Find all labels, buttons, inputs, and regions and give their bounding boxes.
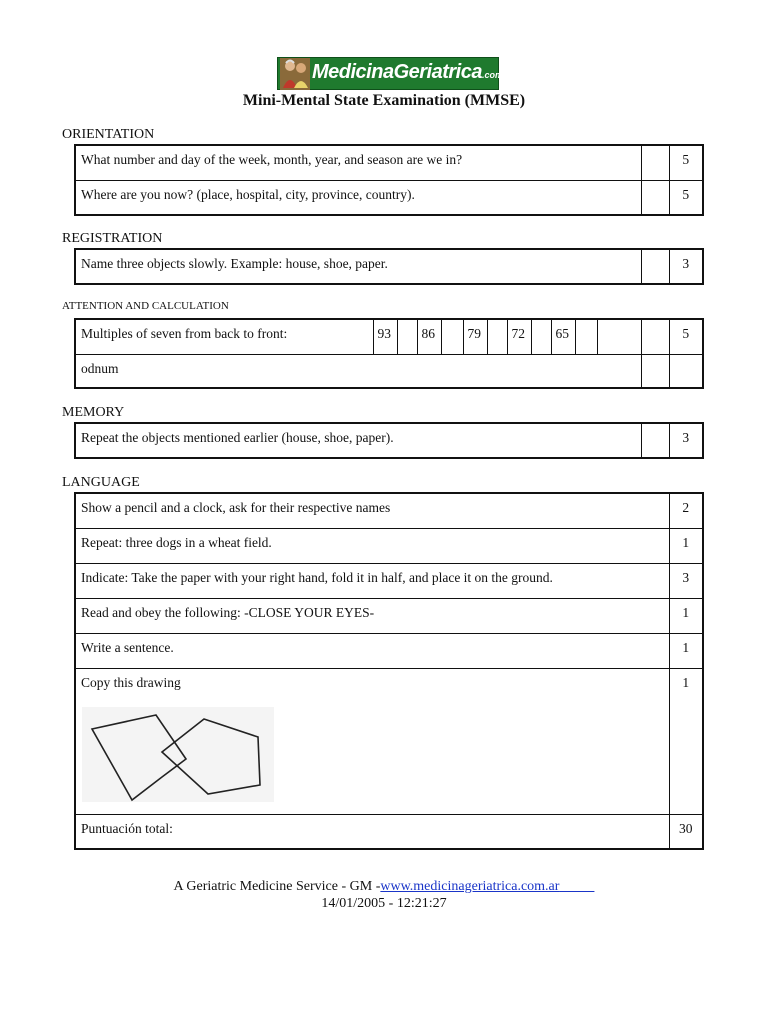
copy-drawing-cell — [75, 668, 669, 814]
page-title: Mini-Mental State Examination (MMSE) — [242, 92, 526, 109]
max-score: 2 — [669, 493, 703, 528]
table-row — [75, 145, 703, 180]
answer-cell[interactable] — [641, 249, 669, 284]
multiple-value: 79 — [463, 319, 487, 354]
answer-cell[interactable] — [641, 319, 669, 354]
section-heading-orientation: ORIENTATION — [62, 127, 155, 142]
answer-cell[interactable] — [641, 180, 669, 215]
max-score: 5 — [669, 180, 703, 215]
question-text: Show a pencil and a clock, ask for their respective names — [75, 493, 669, 528]
max-score: 5 — [669, 145, 703, 180]
memory-table — [74, 422, 704, 459]
footer-timestamp: 14/01/2005 - 12:21:27 — [321, 896, 447, 911]
section-heading-registration: REGISTRATION — [62, 231, 163, 246]
table-row — [75, 598, 703, 633]
total-score: 30 — [669, 814, 703, 849]
answer-cell[interactable] — [669, 354, 703, 388]
website-link[interactable]: www.medicinageriatrica.com.ar — [380, 879, 560, 894]
section-heading-attention: ATTENTION AND CALCULATION — [62, 300, 229, 312]
footer-prefix: A Geriatric Medicine Service - GM - — [173, 879, 381, 894]
max-score: 1 — [669, 598, 703, 633]
language-table — [74, 492, 704, 850]
question-text: Repeat the objects mentioned earlier (house, shoe, paper). — [75, 423, 641, 458]
logo-wordmark: MedicinaGeriatrica.com.ar — [312, 61, 514, 83]
intersecting-pentagons-drawing — [82, 707, 274, 802]
max-score: 3 — [669, 563, 703, 598]
multiples-label: Multiples of seven from back to front: — [75, 319, 373, 354]
question-text: Repeat: three dogs in a wheat field. — [75, 528, 669, 563]
answer-cell[interactable] — [531, 319, 551, 354]
question-text: Read and obey the following: -CLOSE YOUR EYES- — [75, 598, 669, 633]
multiple-value: 65 — [551, 319, 575, 354]
elderly-couple-icon — [280, 54, 310, 90]
max-score: 3 — [669, 249, 703, 284]
registration-table — [74, 248, 704, 285]
answer-cell[interactable] — [597, 319, 641, 354]
footer-credit — [0, 878, 768, 895]
table-row — [75, 249, 703, 284]
max-score: 5 — [669, 319, 703, 354]
website-link-underline[interactable] — [559, 879, 594, 894]
question-text: Indicate: Take the paper with your right hand, fold it in half, and place it on the ground. — [75, 563, 669, 598]
max-score: 1 — [669, 528, 703, 563]
answer-cell[interactable] — [641, 423, 669, 458]
multiple-value: 93 — [373, 319, 397, 354]
answer-cell[interactable] — [641, 354, 669, 388]
attention-table — [74, 318, 704, 389]
table-row — [75, 319, 703, 354]
question-text: What number and day of the week, month, year, and season are we in? — [75, 145, 641, 180]
multiple-value: 72 — [507, 319, 531, 354]
site-logo — [277, 57, 514, 90]
question-text: Copy this drawing — [81, 674, 181, 690]
answer-cell[interactable] — [641, 145, 669, 180]
total-label: Puntuación total: — [75, 814, 669, 849]
question-text: Write a sentence. — [75, 633, 669, 668]
table-row — [75, 493, 703, 528]
multiple-value: 86 — [417, 319, 441, 354]
max-score: 1 — [669, 668, 703, 814]
table-row — [75, 423, 703, 458]
max-score: 3 — [669, 423, 703, 458]
section-heading-language: LANGUAGE — [62, 475, 140, 490]
section-heading-memory: MEMORY — [62, 405, 125, 420]
answer-cell[interactable] — [397, 319, 417, 354]
table-row — [75, 668, 703, 814]
orientation-table — [74, 144, 704, 216]
table-row — [75, 354, 703, 388]
table-row — [75, 814, 703, 849]
question-text: Name three objects slowly. Example: house, shoe, paper. — [75, 249, 641, 284]
table-row — [75, 633, 703, 668]
max-score: 1 — [669, 633, 703, 668]
table-row — [75, 563, 703, 598]
answer-cell[interactable] — [575, 319, 597, 354]
question-text: Where are you now? (place, hospital, city, province, country). — [75, 180, 641, 215]
answer-cell[interactable] — [441, 319, 463, 354]
page-footer — [0, 878, 768, 912]
answer-cell[interactable] — [487, 319, 507, 354]
spelling-word: odnum — [75, 354, 641, 388]
table-row — [75, 180, 703, 215]
table-row — [75, 528, 703, 563]
